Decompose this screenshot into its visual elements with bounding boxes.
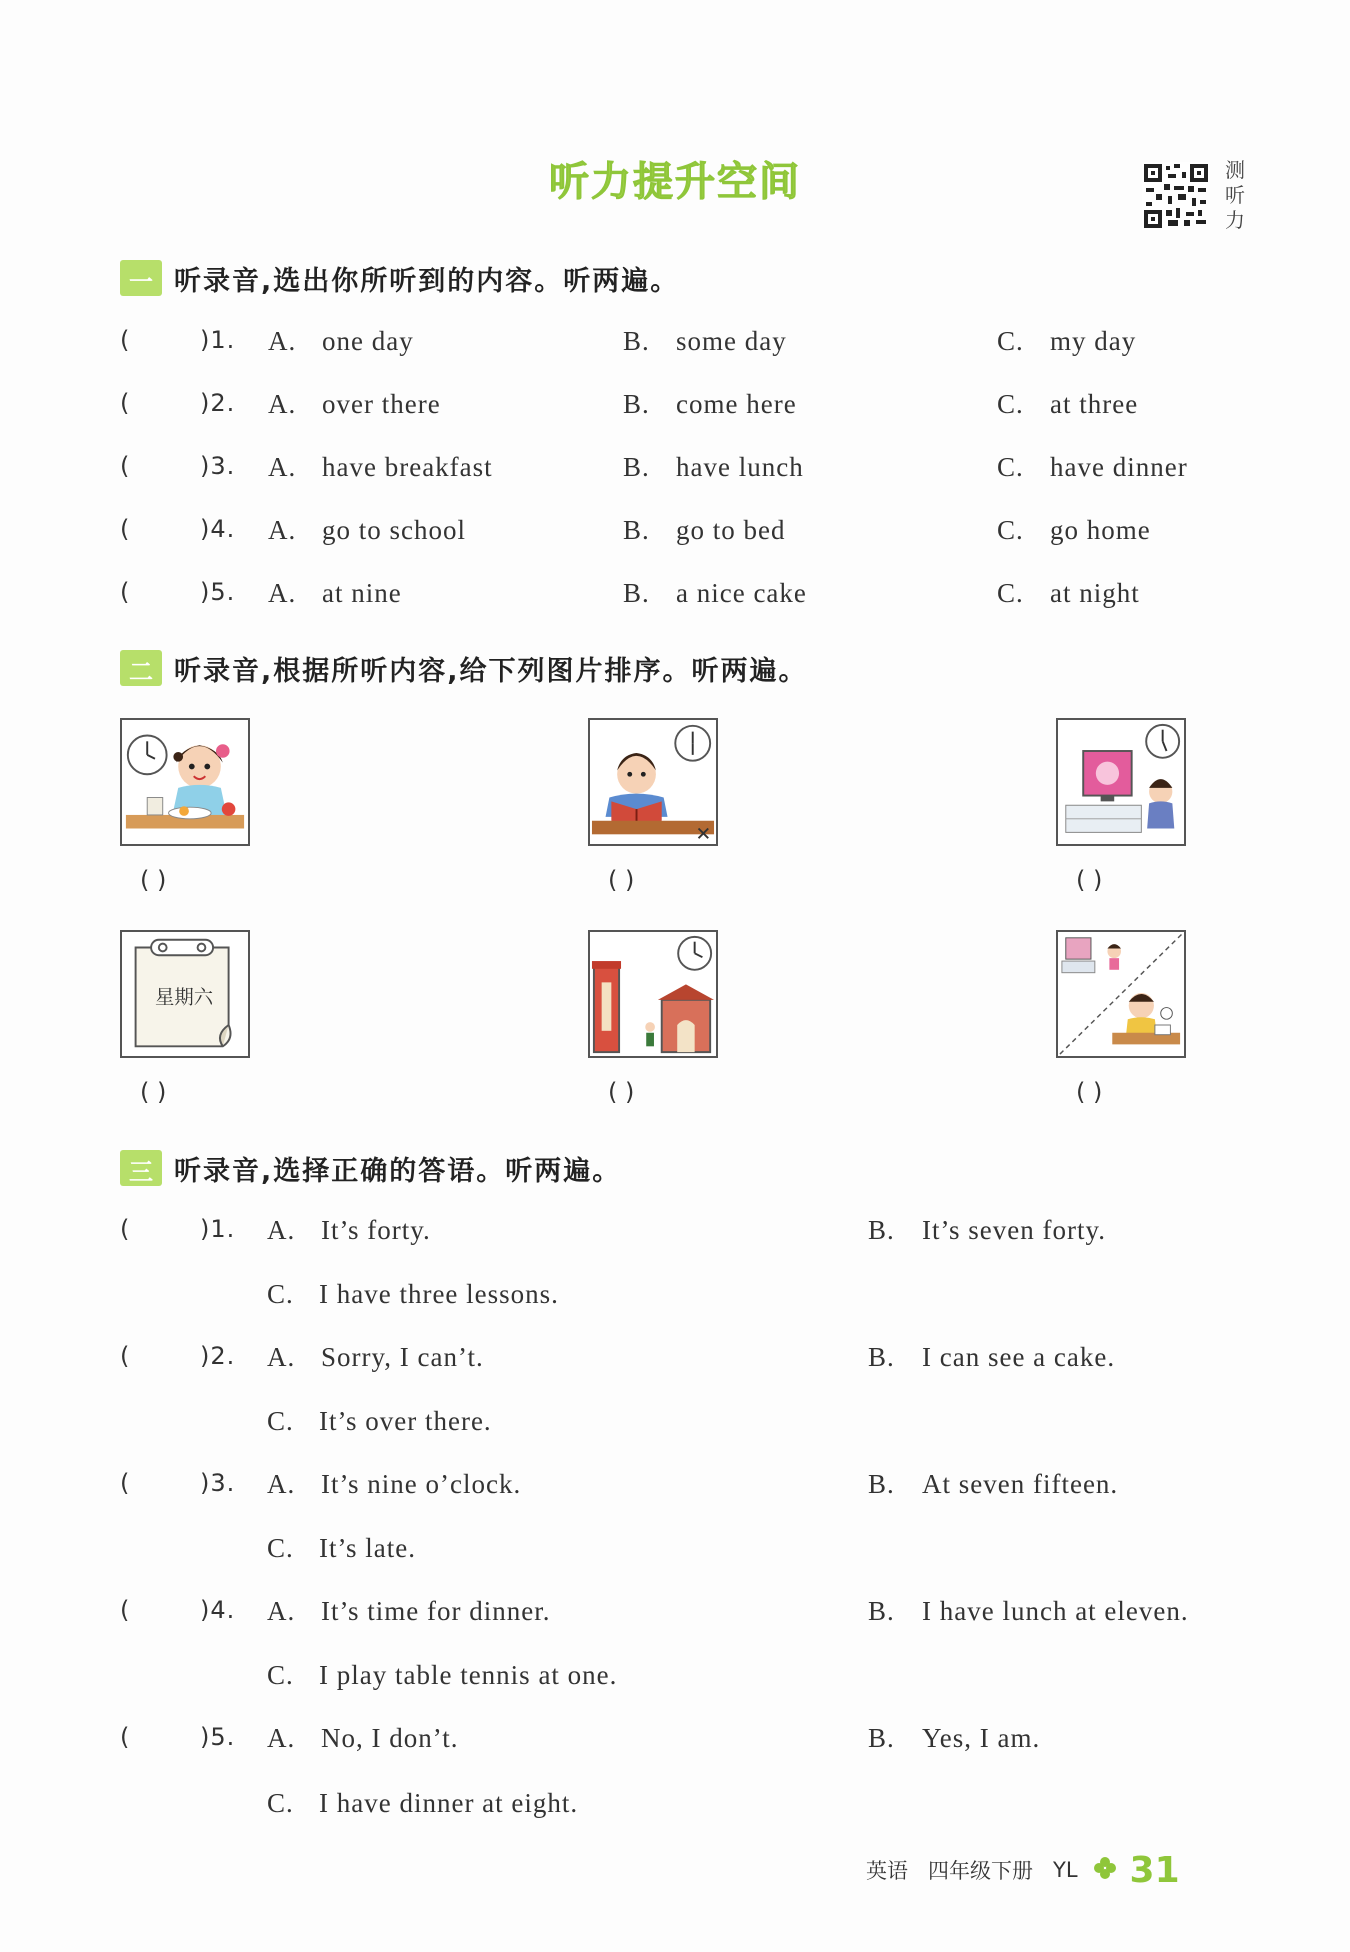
option-c[interactable]: at night [1050,578,1140,608]
option-a[interactable]: over there [322,389,441,419]
section-title: 听录音,根据所听内容,给下列图片排序。听两遍。 [174,655,808,687]
answer-paren[interactable]: ( [120,1342,131,1370]
section-badge [120,650,162,686]
section-badge [120,1150,162,1186]
option-letter: A. [268,452,297,482]
option-a[interactable]: at nine [322,578,402,608]
option-letter: A. [268,578,297,608]
option-letter: C. [997,578,1024,608]
picture-split-scene [1056,930,1186,1058]
option-letter: C. [267,1533,294,1563]
question-row [0,326,1350,366]
qr-label: 测听力 [1225,158,1245,232]
option-a[interactable]: It’s forty. [321,1215,431,1245]
answer-paren[interactable]: ( ) [140,866,167,894]
picture-calendar [120,930,250,1058]
option-letter: C. [997,515,1024,545]
question-row [0,1723,1350,1763]
question-row [0,1342,1350,1382]
calendar-day-text: 星期六 [154,985,214,1009]
option-a[interactable]: It’s time for dinner. [321,1596,551,1626]
question-row-continued [0,1406,1350,1446]
option-c[interactable]: I have three lessons. [319,1279,559,1309]
section-badge-text: 二 [129,658,153,686]
option-b[interactable]: go to bed [676,515,786,545]
option-letter: C. [997,389,1024,419]
section-2-header [120,648,808,688]
option-letter: C. [267,1406,294,1436]
answer-paren[interactable]: ( [120,1469,131,1497]
option-c[interactable]: It’s late. [319,1533,416,1563]
tv-illustration-icon [1058,720,1184,844]
answer-paren[interactable]: ( ) [608,1078,635,1106]
school-illustration-icon [590,932,716,1056]
option-letter: A. [268,389,297,419]
breakfast-illustration-icon [122,720,248,844]
option-a[interactable]: Sorry, I can’t. [321,1342,484,1372]
option-c[interactable]: I have dinner at eight. [319,1788,579,1818]
question-row [0,515,1350,555]
answer-paren[interactable]: ( [120,515,131,543]
section-badge-text: 一 [129,268,153,296]
option-a[interactable]: go to school [322,515,466,545]
answer-paren[interactable]: ( ) [608,866,635,894]
option-letter: A. [268,515,297,545]
question-row [0,452,1350,492]
question-row [0,1215,1350,1255]
section-1-header [120,258,679,298]
answer-paren[interactable]: ( [120,578,131,606]
option-a[interactable]: one day [322,326,414,356]
option-b[interactable]: Yes, I am. [922,1723,1041,1753]
qr-code-icon [1142,162,1210,230]
option-letter: A. [267,1596,296,1626]
option-b[interactable]: I can see a cake. [922,1342,1116,1372]
section-title: 听录音,选出你所听到的内容。听两遍。 [174,265,680,297]
split-scene-illustration-icon [1058,932,1184,1056]
option-letter: B. [868,1723,895,1753]
footer-edition: YL [1053,1858,1078,1882]
question-number: )1. [200,1215,236,1243]
option-letter: A. [267,1215,296,1245]
option-letter: B. [623,389,650,419]
option-letter: B. [868,1215,895,1245]
option-letter: B. [623,515,650,545]
question-number: )2. [200,389,236,417]
question-row [0,389,1350,429]
option-letter: C. [267,1788,294,1818]
option-letter: B. [623,452,650,482]
question-row-continued [0,1788,1350,1828]
answer-paren[interactable]: ( [120,389,131,417]
footer-subject: 英语 [866,1859,908,1883]
option-letter: B. [868,1342,895,1372]
section-title: 听录音,选择正确的答语。听两遍。 [174,1155,622,1187]
option-c[interactable]: at three [1050,389,1139,419]
option-b[interactable]: I have lunch at eleven. [922,1596,1189,1626]
question-row [0,578,1350,618]
option-letter: C. [997,452,1024,482]
question-number: )2. [200,1342,236,1370]
section-badge [120,260,162,296]
option-a[interactable]: No, I don’t. [321,1723,459,1753]
question-number: )5. [200,578,236,606]
option-letter: C. [267,1660,294,1690]
question-row-continued [0,1279,1350,1319]
question-number: )4. [200,1596,236,1624]
picture-school [588,930,718,1058]
option-b[interactable]: At seven fifteen. [922,1469,1119,1499]
answer-paren[interactable]: ( ) [1076,866,1103,894]
answer-paren[interactable]: ( [120,452,131,480]
question-row-continued [0,1660,1350,1700]
option-letter: A. [267,1342,296,1372]
option-letter: B. [868,1469,895,1499]
option-b[interactable]: some day [676,326,787,356]
picture-watching-tv [1056,718,1186,846]
option-c[interactable]: go home [1050,515,1151,545]
calendar-illustration-icon [122,932,248,1056]
option-letter: B. [623,326,650,356]
option-letter: B. [623,578,650,608]
question-number: )3. [200,452,236,480]
option-c[interactable]: It’s over there. [319,1406,492,1436]
answer-paren[interactable]: ( [120,1723,131,1751]
question-row [0,1596,1350,1636]
picture-reading [588,718,718,846]
answer-paren[interactable]: ( [120,326,131,354]
option-c[interactable]: my day [1050,326,1137,356]
option-letter: C. [267,1279,294,1309]
option-letter: A. [268,326,297,356]
option-letter: C. [997,326,1024,356]
page-footer [866,1850,1180,1890]
option-letter: A. [267,1469,296,1499]
option-b[interactable]: come here [676,389,797,419]
option-letter: A. [267,1723,296,1753]
answer-paren[interactable]: ( [120,1596,131,1624]
option-letter: B. [868,1596,895,1626]
option-c[interactable]: I play table tennis at one. [319,1660,618,1690]
section-badge-text: 三 [129,1158,153,1186]
answer-paren[interactable]: ( ) [140,1078,167,1106]
page-title: 听力提升空间 [549,159,801,205]
option-b[interactable]: It’s seven forty. [922,1215,1106,1245]
option-b[interactable]: have lunch [676,452,804,482]
clover-icon [1092,1855,1118,1886]
option-a[interactable]: have breakfast [322,452,493,482]
reading-illustration-icon [590,720,716,844]
question-number: )3. [200,1469,236,1497]
question-number: )1. [200,326,236,354]
page-number: 31 [1129,1849,1180,1891]
question-number: )5. [200,1723,236,1751]
option-c[interactable]: have dinner [1050,452,1188,482]
option-a[interactable]: It’s nine o’clock. [321,1469,522,1499]
answer-paren[interactable]: ( [120,1215,131,1243]
question-number: )4. [200,515,236,543]
picture-breakfast [120,718,250,846]
footer-grade: 四年级下册 [928,1859,1033,1883]
answer-paren[interactable]: ( ) [1076,1078,1103,1106]
question-row-continued [0,1533,1350,1573]
question-row [0,1469,1350,1509]
option-b[interactable]: a nice cake [676,578,807,608]
section-3-header [120,1148,621,1188]
